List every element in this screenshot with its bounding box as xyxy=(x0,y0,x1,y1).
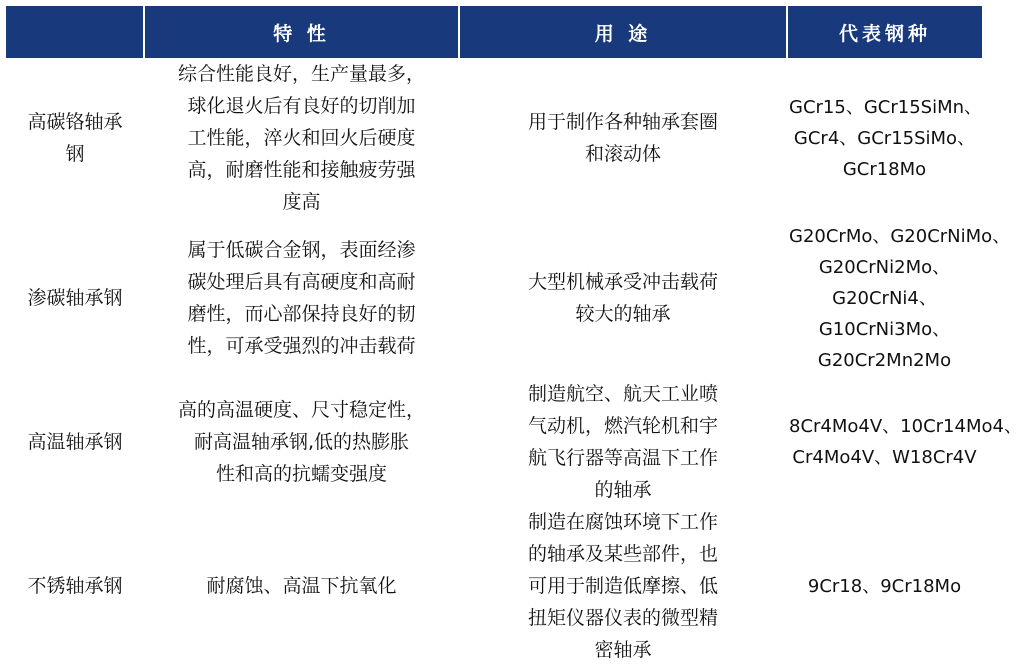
steel-name: 不锈轴承钢 xyxy=(27,575,123,597)
steel-properties xyxy=(144,506,459,666)
steel-uses xyxy=(459,378,787,506)
text-line: 高，耐磨性能和接触疲劳强 xyxy=(187,159,416,181)
text-line: G20CrMo、G20CrNiMo、 xyxy=(789,225,1011,247)
text-line: G20CrNi4、 xyxy=(832,287,937,309)
steel-grades xyxy=(787,506,982,666)
text-line: G20Cr2Mn2Mo xyxy=(817,349,952,371)
steel-grades xyxy=(787,218,1011,378)
text-line: 耐腐蚀、高温下抗氧化 xyxy=(206,575,397,597)
text-line: 性和高的抗蠕变强度 xyxy=(215,463,387,485)
text-line: 制造在腐蚀环境下工作 xyxy=(527,511,718,533)
table-row xyxy=(6,378,982,506)
text-line: G20CrNi2Mo、 xyxy=(818,256,951,278)
steel-properties xyxy=(144,378,459,506)
steel-grades xyxy=(787,58,982,218)
text-line: 用于制作各种轴承套圈 xyxy=(527,111,718,133)
bearing-steel-table xyxy=(6,6,1022,666)
text-line: G10CrNi3Mo、 xyxy=(818,318,951,340)
table-header-row xyxy=(6,6,982,58)
steel-name: 高温轴承钢 xyxy=(27,431,123,453)
text-line: 气动机，燃汽轮机和宇 xyxy=(527,415,718,437)
text-line: GCr4、GCr15SiMo、 xyxy=(793,127,976,149)
steel-grades xyxy=(787,378,1022,506)
text-line: 大型机械承受冲击载荷 xyxy=(527,271,718,293)
text-line: GCr18Mo xyxy=(842,158,927,180)
text-line: 密轴承 xyxy=(594,639,652,661)
text-line: 和滚动体 xyxy=(584,143,661,165)
text-line: 的轴承及某些部件，也 xyxy=(527,543,718,565)
steel-name: 渗碳轴承钢 xyxy=(27,287,123,309)
header-properties: 特 性 xyxy=(144,6,459,58)
steel-uses xyxy=(459,506,787,666)
text-line: 性，可承受强烈的冲击载荷 xyxy=(187,335,416,357)
text-line: 的轴承 xyxy=(594,479,652,501)
header-uses: 用 途 xyxy=(459,6,787,58)
text-line: GCr15、GCr15SiMn、 xyxy=(789,96,983,118)
table-row xyxy=(6,506,982,666)
table-row xyxy=(6,218,982,378)
steel-name: 高碳铬轴承钢 xyxy=(27,111,123,165)
text-line: 扭矩仪器仪表的微型精 xyxy=(527,607,718,629)
text-line: 球化退火后有良好的切削加 xyxy=(187,95,416,117)
table-row xyxy=(6,58,982,218)
text-line: 综合性能良好，生产量最多， xyxy=(177,63,425,85)
text-line: 9Cr18、9Cr18Mo xyxy=(807,575,962,597)
text-line: 属于低碳合金钢，表面经渗 xyxy=(187,239,416,261)
text-line: 航飞行器等高温下工作 xyxy=(527,447,718,469)
text-line: 磨性，而心部保持良好的韧 xyxy=(187,303,416,325)
header-name xyxy=(6,6,144,58)
text-line: 碳处理后具有高硬度和高耐 xyxy=(187,271,416,293)
text-line: Cr4Mo4V、W18Cr4V xyxy=(792,447,977,468)
steel-uses xyxy=(459,218,787,378)
text-line: 耐高温轴承钢,低的热膨胀 xyxy=(193,431,410,453)
header-grades: 代表钢种 xyxy=(787,6,982,58)
text-line: 可用于制造低摩擦、低 xyxy=(527,575,718,597)
text-line: 高的高温硬度、尺寸稳定性， xyxy=(177,399,425,421)
text-line: 较大的轴承 xyxy=(575,303,671,325)
steel-uses xyxy=(459,58,787,218)
text-line: 制造航空、航天工业喷 xyxy=(527,383,718,405)
text-line: 度高 xyxy=(282,191,321,213)
steel-properties xyxy=(144,218,459,378)
text-line: 8Cr4Mo4V、10Cr14Mo4、 xyxy=(789,416,1022,437)
steel-properties xyxy=(144,58,459,218)
text-line: 工性能，淬火和回火后硬度 xyxy=(187,127,416,149)
